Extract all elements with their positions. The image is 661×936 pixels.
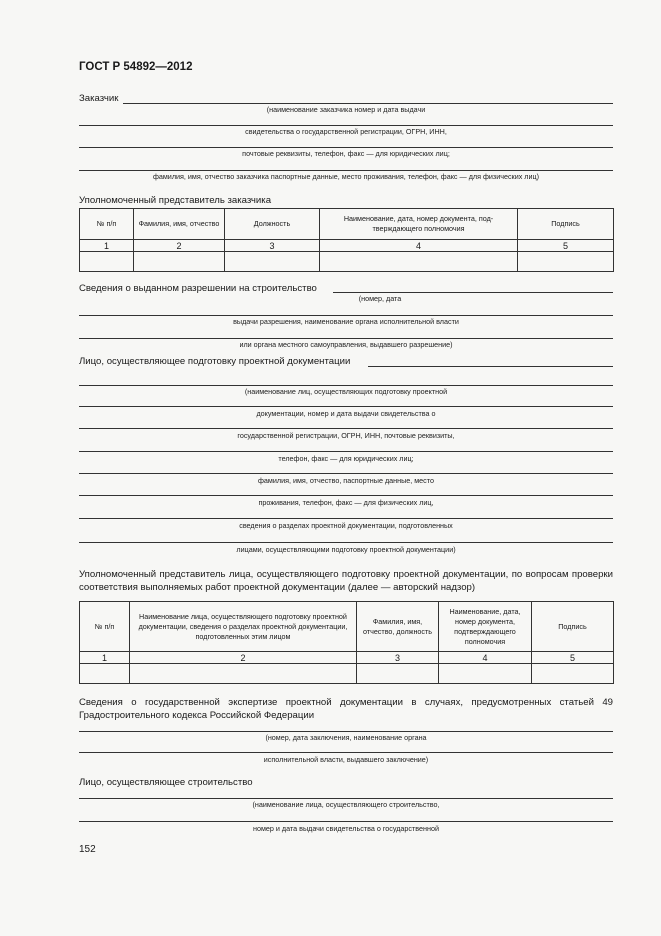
col-number: 3 bbox=[357, 652, 439, 664]
table-cell-input[interactable] bbox=[357, 664, 439, 684]
expertise-caption-2: исполнительной власти, выдавшего заключение) bbox=[263, 755, 429, 764]
customer-caption-4: фамилия, имя, отчество заказчика паспортные данные, место проживания, телефон, факс — для физических лиц) bbox=[152, 172, 540, 181]
designer-rep-title: Уполномоченный представитель лица, осуществляющего подготовку проектной документации, по вопросам проверки соответствия выполняемых работ проектной документации (далее — авторский надзор) bbox=[79, 569, 613, 593]
designer-caption-5: фамилия, имя, отчество, паспортные данные, место bbox=[258, 476, 434, 485]
permit-line-2[interactable] bbox=[79, 315, 613, 316]
customer-caption-3: почтовые реквизиты, телефон, факс — для юридических лиц; bbox=[242, 149, 450, 158]
col-header-authority-doc: Наименование, дата, номер документа, под-тверждающего полномочия bbox=[320, 209, 518, 240]
col-header-name-position: Фамилия, имя, отчество, должность bbox=[357, 602, 439, 652]
permit-caption-2: выдачи разрешения, наименование органа исполнительной власти bbox=[233, 317, 459, 326]
designer-caption-4: телефон, факс — для юридических лиц; bbox=[278, 454, 414, 463]
builder-line-2[interactable] bbox=[79, 821, 613, 822]
col-header-authority-doc: Наименование, дата, номер документа, подтверждающего полномочия bbox=[439, 602, 532, 652]
designer-caption-8: лицами, осуществляющими подготовку проектной документации) bbox=[236, 545, 456, 554]
designer-line-2[interactable] bbox=[79, 385, 613, 386]
table-cell-input[interactable] bbox=[80, 664, 130, 684]
page-number: 152 bbox=[79, 844, 96, 855]
table-cell-input[interactable] bbox=[130, 664, 357, 684]
designer-line-4[interactable] bbox=[79, 428, 613, 429]
designer-label: Лицо, осуществляющее подготовку проектной документации bbox=[79, 356, 351, 367]
col-number: 2 bbox=[134, 240, 225, 252]
designer-caption-1: (наименование лиц, осуществляющих подготовку проектной bbox=[244, 387, 448, 396]
designer-line-6[interactable] bbox=[79, 473, 613, 474]
customer-label: Заказчик bbox=[79, 93, 119, 104]
permit-line-1[interactable] bbox=[333, 292, 613, 293]
table-cell-input[interactable] bbox=[320, 252, 518, 272]
customer-line-4[interactable] bbox=[79, 170, 613, 171]
col-header-number: № п/п bbox=[80, 209, 134, 240]
designer-line-7[interactable] bbox=[79, 495, 613, 496]
designer-line-3[interactable] bbox=[79, 406, 613, 407]
col-number: 5 bbox=[532, 652, 614, 664]
customer-rep-table bbox=[79, 208, 614, 272]
designer-caption-7: сведения о разделах проектной документации, подготовленных bbox=[239, 521, 453, 530]
designer-caption-6: проживания, телефон, факс — для физических лиц, bbox=[258, 498, 434, 507]
designer-line-5[interactable] bbox=[79, 451, 613, 452]
col-number: 4 bbox=[439, 652, 532, 664]
col-number: 2 bbox=[130, 652, 357, 664]
designer-line-8[interactable] bbox=[79, 518, 613, 519]
col-header-position: Должность bbox=[225, 209, 320, 240]
customer-rep-title: Уполномоченный представитель заказчика bbox=[79, 195, 272, 206]
table-cell-input[interactable] bbox=[439, 664, 532, 684]
table-cell-input[interactable] bbox=[532, 664, 614, 684]
table-cell-input[interactable] bbox=[225, 252, 320, 272]
builder-caption-2: номер и дата выдачи свидетельства о государственной bbox=[253, 824, 439, 833]
designer-caption-2: документации, номер и дата выдачи свидетельства о bbox=[256, 409, 436, 418]
col-number: 3 bbox=[225, 240, 320, 252]
permit-caption-3: или органа местного самоуправления, выдавшего разрешение) bbox=[239, 340, 453, 349]
permit-caption-1: (номер, дата bbox=[358, 294, 402, 303]
table-cell-input[interactable] bbox=[134, 252, 225, 272]
expertise-line-2[interactable] bbox=[79, 752, 613, 753]
table-cell-input[interactable] bbox=[518, 252, 614, 272]
col-number: 5 bbox=[518, 240, 614, 252]
table-cell-input[interactable] bbox=[80, 252, 134, 272]
col-number: 4 bbox=[320, 240, 518, 252]
expertise-line-1[interactable] bbox=[79, 731, 613, 732]
designer-line-9[interactable] bbox=[79, 542, 613, 543]
col-header-number: № п/п bbox=[80, 602, 130, 652]
col-number: 1 bbox=[80, 652, 130, 664]
permit-label: Сведения о выданном разрешении на строительство bbox=[79, 283, 317, 294]
col-header-organization: Наименование лица, осуществляющего подготовку проектной документации, сведения о разделах проектной документации, подготовленных этим лицом bbox=[130, 602, 357, 652]
customer-line-2[interactable] bbox=[79, 125, 613, 126]
builder-label: Лицо, осуществляющее строительство bbox=[79, 777, 253, 788]
document-code: ГОСТ Р 54892—2012 bbox=[79, 61, 193, 73]
expertise-label: Сведения о государственной экспертизе проектной документации в случаях, предусмотренных статьей 49 Градостроительного кодекса Российской Федерации bbox=[79, 697, 613, 721]
designer-line-1[interactable] bbox=[368, 366, 613, 367]
builder-line-1[interactable] bbox=[79, 798, 613, 799]
builder-caption-1: (наименование лица, осуществляющего строительство, bbox=[252, 800, 440, 809]
permit-line-3[interactable] bbox=[79, 338, 613, 339]
designer-rep-table bbox=[79, 601, 614, 684]
col-header-signature: Подпись bbox=[532, 602, 614, 652]
customer-line-3[interactable] bbox=[79, 147, 613, 148]
expertise-caption-1: (номер, дата заключения, наименование органа bbox=[265, 733, 427, 742]
col-header-signature: Подпись bbox=[518, 209, 614, 240]
customer-caption-2: свидетельства о государственной регистрации, ОГРН, ИНН, bbox=[245, 127, 447, 136]
designer-caption-3: государственной регистрации, ОГРН, ИНН, почтовые реквизиты, bbox=[237, 431, 455, 440]
customer-line-1[interactable] bbox=[123, 103, 613, 104]
customer-caption-1: (наименование заказчика номер и дата выдачи bbox=[266, 105, 426, 114]
col-header-name: Фамилия, имя, отчество bbox=[134, 209, 225, 240]
col-number: 1 bbox=[80, 240, 134, 252]
